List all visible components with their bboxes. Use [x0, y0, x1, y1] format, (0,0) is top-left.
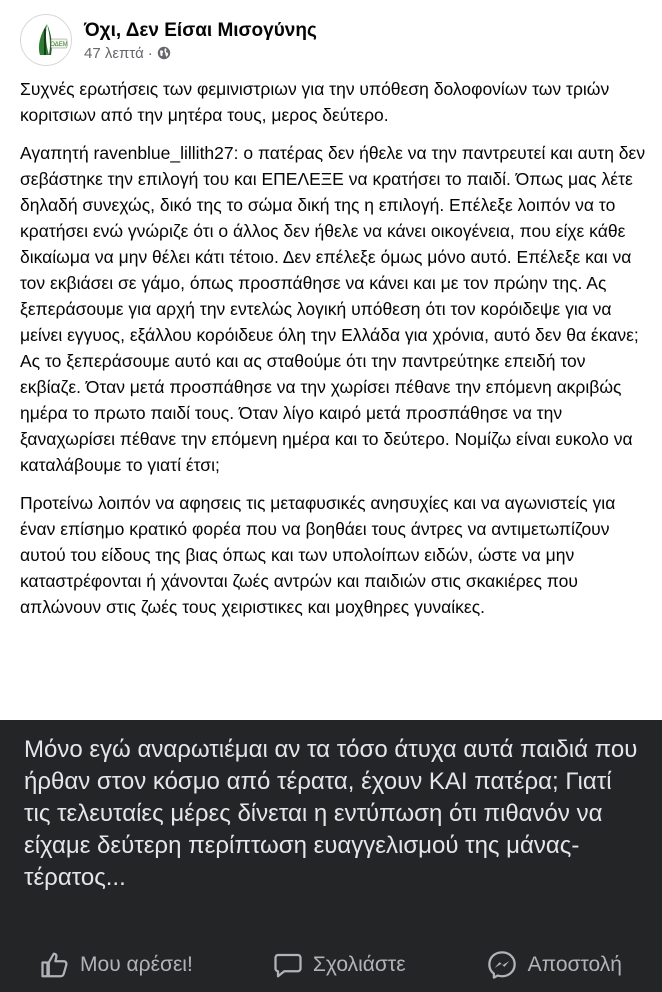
like-label: Μου αρέσει! [80, 953, 193, 976]
post-paragraph-3: Προτείνω λοιπόν να αφησεις τις μεταφυσικές ανησυχίες και να αγωνιστείς για έναν επίσημο κρατικό φορέα που να βοηθάει τους άντρες να αντιμετωπίζουν αυτού του είδους της βιας όπως και των υπολοίπων ειδών, ώστε να μην καταστρέφονται ή χάνονται ζωές αντρών και παιδιών στις σκακιέρες που απλώνουν στις ζωές τους χειριστικες και μοχθηρες γυναίκες. [20, 493, 616, 617]
post-paragraph-1: Συχνές ερωτήσεις των φεμινιστριων για την υπόθεση δολοφονίων των τριών κοριτσιων από την μητέρα τους, μερος δεύτερο. [20, 79, 610, 125]
page-name-link[interactable]: Όχι, Δεν Είσαι Μισογύνης [84, 19, 317, 41]
action-bar [0, 942, 662, 988]
like-button[interactable] [40, 950, 193, 980]
page-logo-icon [21, 15, 72, 66]
separator-dot: · [147, 44, 153, 62]
post-timestamp-row [84, 45, 317, 62]
dark-comment-panel [0, 720, 662, 992]
svg-text:ΟΔΕΜ: ΟΔΕΜ [50, 42, 68, 48]
post-paragraph-2: Αγαπητή ravenblue_lillith27: ο πατέρας δεν ήθελε να την παντρευτεί και αυτη δεν σεβάστηκε την επιλογή του και ΕΠΕΛΕΞΕ να κρατήσει το παιδί. Όπως μας λέτε δηλαδή συνεχώς, δικό της το σώμα δική της η επιλογή. Επέλεξε λοιπόν να το κρατήσει ενώ γνώριζε ότι ο άλλος δεν ήθελε να κάνει οικογένεια, που είχε κάθε δικαίωμα να μην θέλει κάτι τέτοιο. Δεν επέλεξε όμως μόνο αυτό. Επέλεξε και να τον εκβιάσει σε γάμο, όπως προσπάθησε να κάνει και με τον πρώην της. Ας ξεπεράσουμε για αρχή την εντελώς λογική υπόθεση ότι τον κορόιδεψε για να μείνει εγγυος, εξάλλου κορόιδευε όλη την Ελλάδα για χρόνια, αυτό δεν θα έκανε; Ας το ξεπεράσουμε αυτό και ας σταθούμε ότι την παντρεύτηκε επειδή τον εκβίαζε. Όταν μετά προσπάθησε να την χωρίσει πέθανε την επόμενη ακριβώς ημέρα το πρωτο παιδί τους. Όταν λίγο καιρό μετά προσπάθησε να την ξαναχωρίσει πέθανε την επόμενη ημέρα και το δεύτερο. Νομίζω είναι ευκολο να καταλάβουμε το γιατί έτσι; [20, 143, 646, 475]
post-body [20, 76, 646, 632]
comment-preview-text: Μόνο εγώ αναρωτιέμαι αν τα τόσο άτυχα αυτά παιδιά που ήρθαν στον κόσμο από τέρατα, έχουν ΚΑΙ πατέρα; Γιατί τις τελευταίες μέρες δίνεται η εντύπωση ότι πιθανόν να είχαμε δεύτερη περίπτωση ευαγγελισμού της μάνας-τέρατος... [24, 736, 638, 891]
comment-button[interactable] [273, 950, 406, 980]
post-header [20, 14, 317, 66]
messenger-icon [486, 949, 518, 981]
globe-icon[interactable] [157, 46, 171, 60]
send-button[interactable] [486, 949, 622, 981]
thumbs-up-icon [40, 950, 70, 980]
comment-label: Σχολιάστε [312, 953, 406, 976]
speech-bubble-icon [273, 950, 303, 980]
page-avatar[interactable] [20, 14, 72, 66]
send-label: Αποστολή [527, 953, 622, 976]
post-time[interactable]: 47 λεπτά [84, 44, 144, 62]
post-meta [84, 19, 317, 62]
